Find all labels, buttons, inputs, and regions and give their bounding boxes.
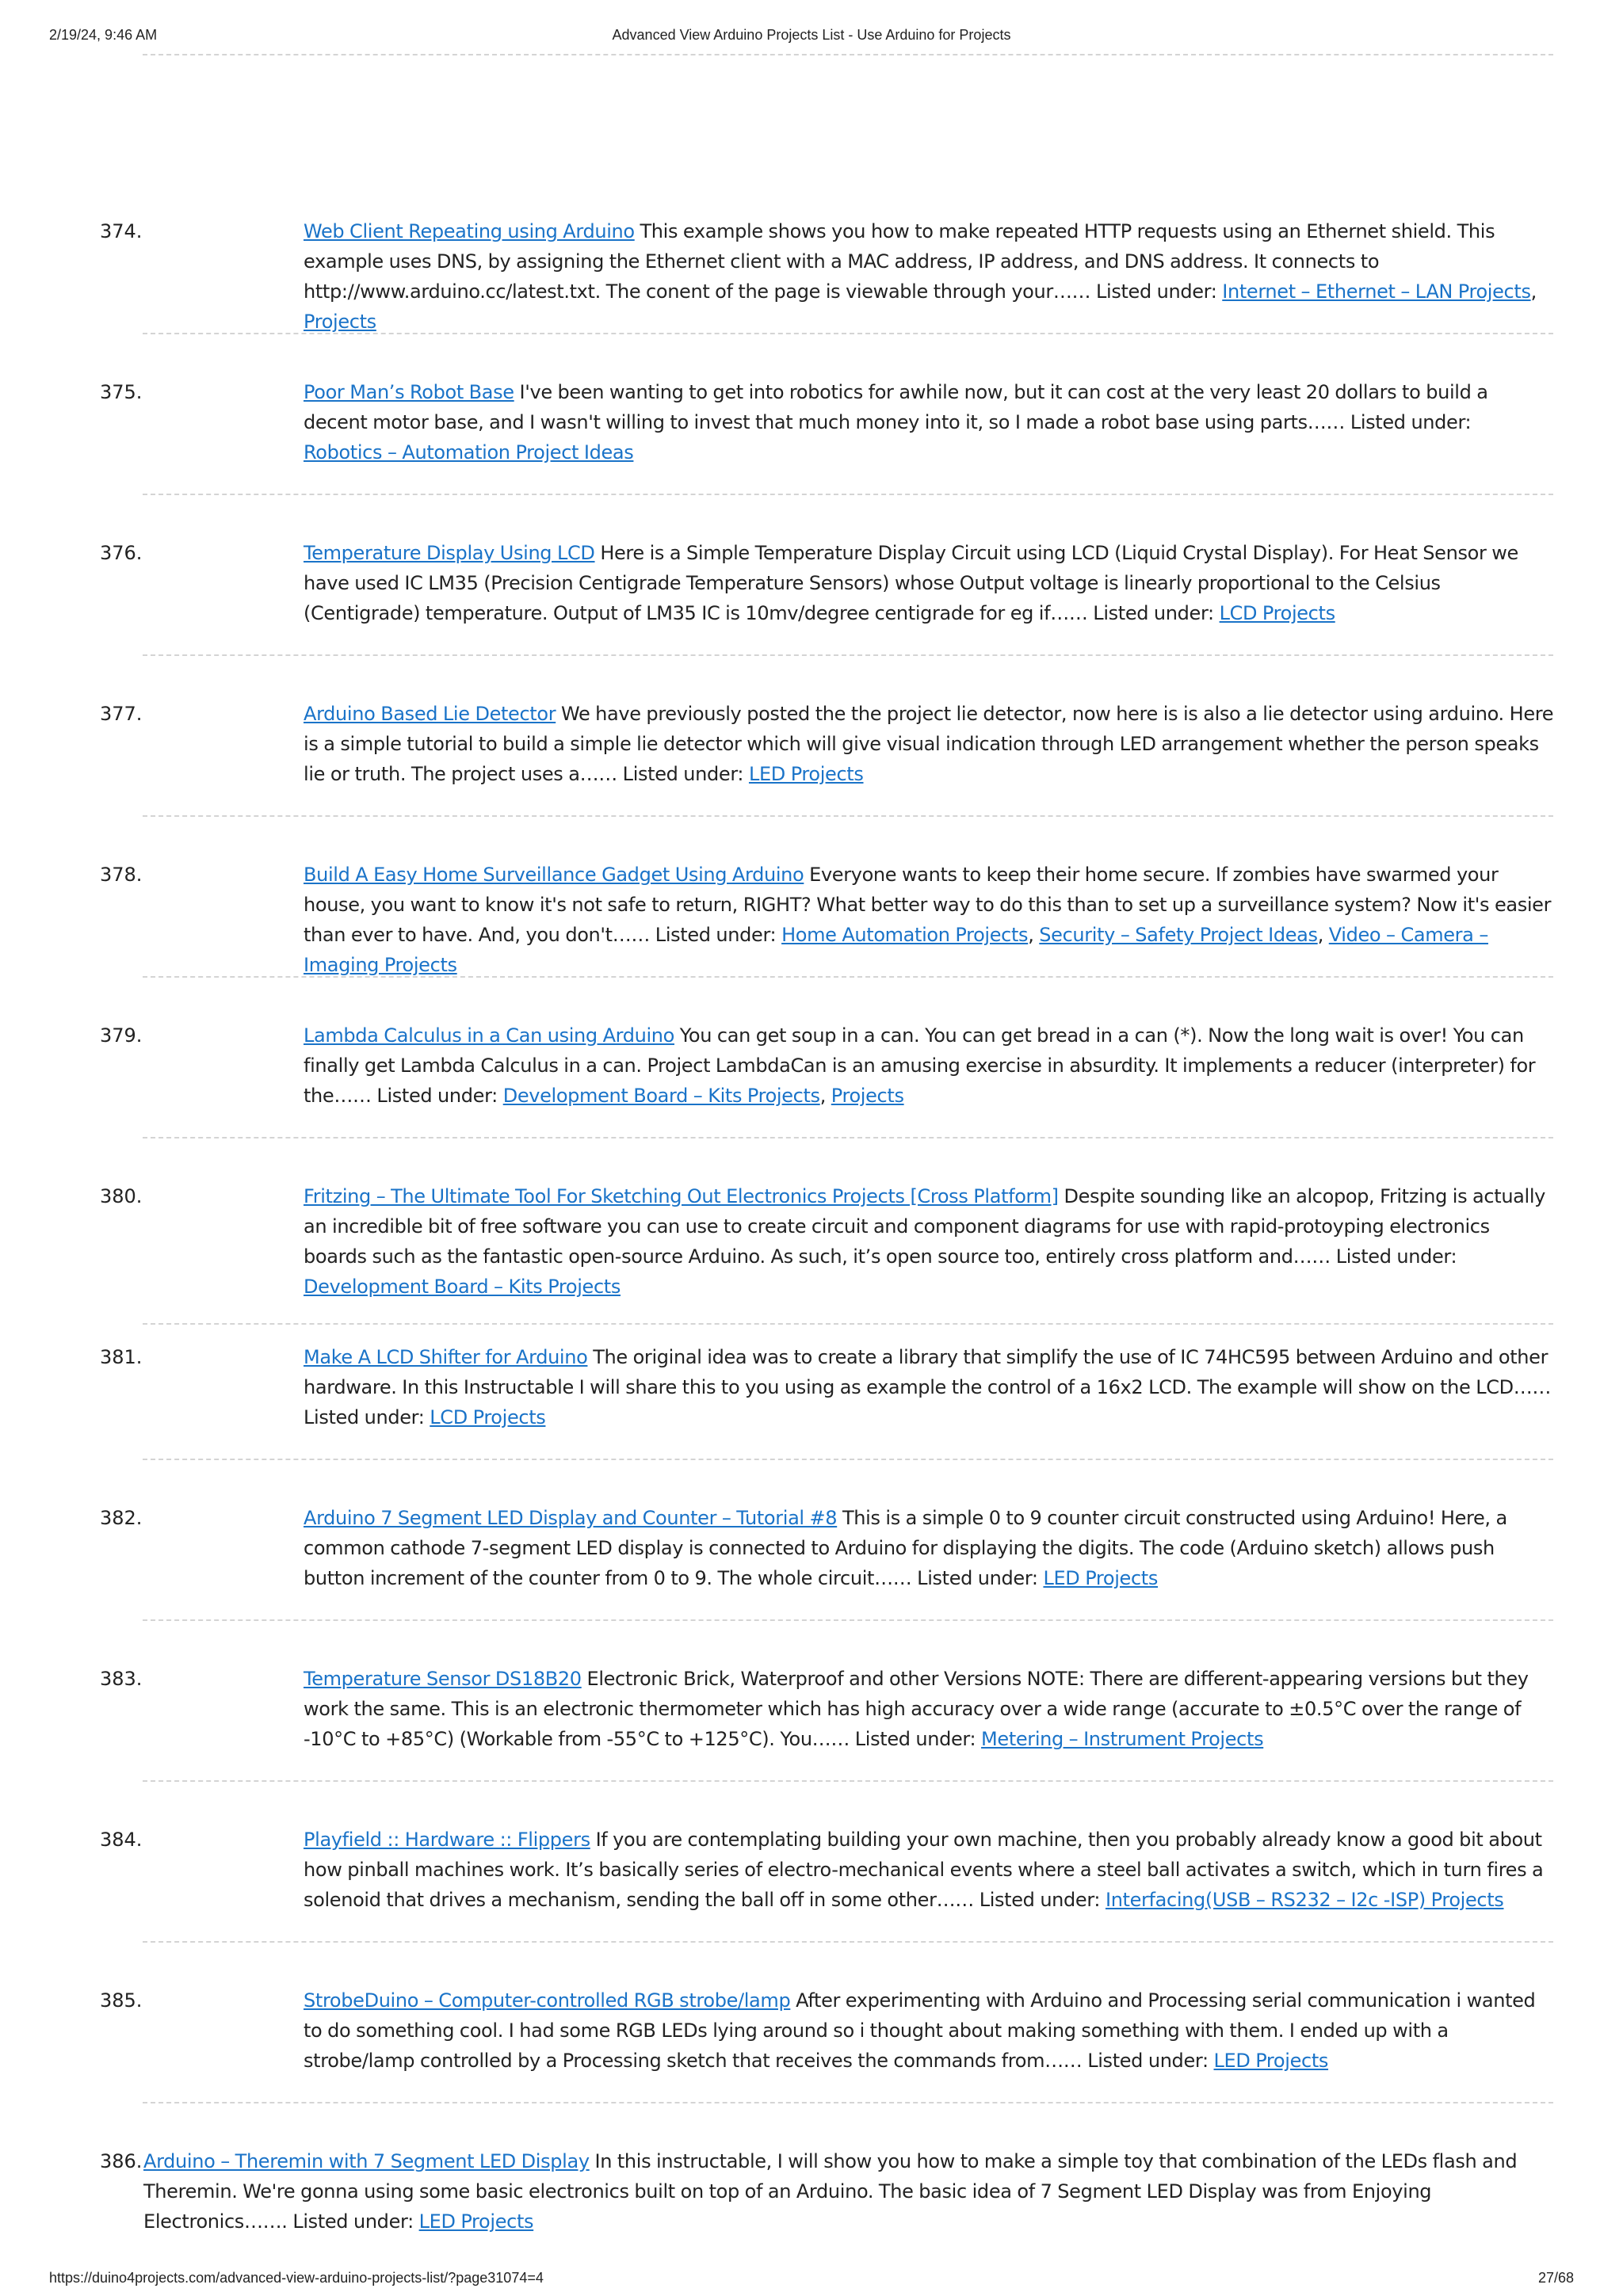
project-title-link[interactable]: Playfield :: Hardware :: Flippers — [304, 1829, 590, 1851]
divider — [143, 54, 1553, 55]
item-body — [304, 377, 1554, 467]
project-title-link[interactable]: Poor Man’s Robot Base — [304, 381, 514, 403]
listed-under-label: Listed under: — [304, 1406, 425, 1428]
divider — [143, 1619, 1553, 1621]
project-description: You can get soup in a can. You can get bread in a can (*). Now the long wait is over! You can finally get Lambda Calculus in a can. Project LambdaCan is an amusing exercise in absurdity. It implements a reducer (interpreter) for the…… — [304, 1024, 1536, 1107]
project-description: We have previously posted the the project lie detector, now here is is also a lie detector using arduino. Here is a simple tutorial to build a simple lie detector which will give visual indication through LED arrangement whether the person speaks lie or truth. The project uses a…… — [304, 703, 1554, 785]
divider — [143, 494, 1553, 495]
listed-under-label: Listed under: — [917, 1567, 1038, 1589]
project-title-link[interactable]: Fritzing – The Ultimate Tool For Sketching Out Electronics Projects [Cross Platform] — [304, 1185, 1059, 1207]
item-number: 383. — [100, 1668, 143, 1690]
listed-under-label: Listed under: — [1350, 411, 1472, 433]
category-link[interactable]: Development Board – Kits Projects — [304, 1276, 621, 1298]
item-body — [304, 699, 1554, 789]
category-link[interactable]: LED Projects — [748, 763, 864, 785]
item-number: 378. — [100, 864, 143, 886]
category-link[interactable]: Security – Safety Project Ideas — [1039, 924, 1318, 946]
project-title-link[interactable]: Web Client Repeating using Arduino — [304, 220, 635, 242]
category-link[interactable]: Projects — [304, 311, 376, 333]
item-number: 385. — [100, 1989, 143, 2012]
item-body — [304, 1181, 1554, 1302]
project-description: Despite sounding like an alcopop, Fritzing is actually an incredible bit of free software you can use to create circuit and component diagrams for use with rapid-protoyping electronics boards such as the fantastic open-source Arduino. As such, it’s open source too, entirely cross platform and…… — [304, 1185, 1546, 1268]
print-datetime: 2/19/24, 9:46 AM — [49, 27, 158, 43]
listed-under-label: Listed under: — [376, 1085, 498, 1107]
category-link[interactable]: LED Projects — [1213, 2050, 1329, 2072]
category-link[interactable]: Interfacing(USB – RS232 – I2c -ISP) Projects — [1105, 1889, 1504, 1911]
project-description: If you are contemplating building your own machine, then you probably already know a good bit about how pinball machines work. It’s basically series of electro-mechanical events where a steel ball activates a switch, which in turn fires a solenoid that drives a mechanism, sending the ball off in some other…… — [304, 1829, 1544, 1911]
listed-under-label: Listed under: — [1093, 602, 1214, 624]
item-body: Build A Easy Home Surveillance Gadget Using Arduino Everyone wants to keep their home secure. If zombies have swarmed your house, you want to know it's not safe to return, RIGHT? What better way to do this than to set up a surveillance system? Now it's easier than ever to have. And, you don't…… Listed under: Home Automation Projects, Security – Safety Project Ideas, Video – Camera – Imaging Projects — [304, 864, 1552, 976]
category-link[interactable]: Development Board – Kits Projects — [502, 1085, 820, 1107]
project-title-link[interactable]: Arduino Based Lie Detector — [304, 703, 556, 725]
category-link[interactable]: LCD Projects — [430, 1406, 546, 1428]
listed-under-label: Listed under: — [1087, 2050, 1209, 2072]
listed-under-label: Listed under: — [1335, 1245, 1457, 1268]
project-title-link[interactable]: Make A LCD Shifter for Arduino — [304, 1346, 588, 1368]
item-body — [304, 1985, 1554, 2076]
print-page-title: Advanced View Arduino Projects List - Use Arduino for Projects — [612, 27, 1011, 43]
project-description: Electronic Brick, Waterproof and other Versions NOTE: There are different-appearing versions but they work the same. This is an electronic thermometer which has high accuracy over a wide range (accurate to ±0.5°C over the range of -10°C to +85°C) (Workable from -55°C to +125°C). You…… — [304, 1668, 1529, 1750]
project-title-link[interactable]: Arduino 7 Segment LED Display and Counter – Tutorial #8 — [304, 1507, 838, 1529]
item-body: Lambda Calculus in a Can using Arduino You can get soup in a can. You can get bread in a can (*). Now the long wait is over! You can finally get Lambda Calculus in a can. Project LambdaCan is an amusing exercise in absurdity. It implements a reducer (interpreter) for the…… Listed under: Development Board – Kits Projects, Projects — [304, 1024, 1536, 1107]
project-title-link[interactable]: Temperature Display Using LCD — [304, 542, 595, 564]
project-description: The original idea was to create a library that simplify the use of IC 74HC595 between Arduino and other hardware. In this Instructable I will share this to you using as example the control of a 16x2 LCD. The example will show on the LCD…… — [304, 1346, 1552, 1398]
project-title-link[interactable]: Temperature Sensor DS18B20 — [304, 1668, 582, 1690]
item-body — [143, 2146, 1556, 2237]
item-number: 384. — [100, 1829, 143, 1851]
listed-under-label: Listed under: — [292, 2210, 414, 2233]
listed-under-label: Listed under: — [854, 1728, 976, 1750]
item-number: 381. — [100, 1346, 143, 1368]
print-footer — [49, 2270, 1574, 2289]
item-body — [304, 1503, 1554, 1593]
project-description: In this instructable, I will show you how to make a simple toy that combination of the LEDs flash and Theremin. We're gonna using some basic electronics built on top of an Arduino. The basic idea of 7 Segment LED Display was from Enjoying Electronics……. — [143, 2150, 1518, 2233]
category-link[interactable]: LED Projects — [418, 2210, 534, 2233]
item-number: 375. — [100, 381, 143, 403]
project-title-link[interactable]: StrobeDuino – Computer-controlled RGB strobe/lamp — [304, 1989, 791, 2012]
project-title-link[interactable]: Build A Easy Home Surveillance Gadget Using Arduino — [304, 864, 804, 886]
project-description: Here is a Simple Temperature Display Circuit using LCD (Liquid Crystal Display). For Heat Sensor we have used IC LM35 (Precision Centigrade Temperature Sensors) whose Output voltage is linearly proportional to the Celsius (Centigrade) temperature. Output of LM35 IC is 10mv/degree centigrade for eg if…… — [304, 542, 1518, 624]
project-description: After experimenting with Arduino and Processing serial communication i wanted to do something cool. I had some RGB LEDs lying around so i thought about making something with them. I ended up with a strobe/lamp controlled by a Processing sketch that receives the commands from…… — [304, 1989, 1536, 2072]
listed-under-label: Listed under: — [1095, 280, 1217, 303]
listed-under-label: Listed under: — [622, 763, 744, 785]
listed-under-label: Listed under: — [655, 924, 777, 946]
divider — [143, 976, 1553, 978]
project-description: Everyone wants to keep their home secure. If zombies have swarmed your house, you want to know it's not safe to return, RIGHT? What better way to do this than to set up a surveillance system? Now it's easier than ever to have. And, you don't…… — [304, 864, 1552, 946]
item-body — [304, 1664, 1554, 1754]
print-url: https://duino4projects.com/advanced-view-arduino-projects-list/?page31074=4 — [49, 2270, 544, 2286]
divider — [143, 1323, 1553, 1325]
item-number: 380. — [100, 1185, 143, 1207]
category-link[interactable]: LED Projects — [1043, 1567, 1159, 1589]
project-description: This is a simple 0 to 9 counter circuit constructed using Arduino! Here, a common cathode 7-segment LED display is connected to Arduino for displaying the digits. The code (Arduino sketch) allows push button increment of the counter from 0 to 9. The whole circuit…… — [304, 1507, 1507, 1589]
project-description: This example shows you how to make repeated HTTP requests using an Ethernet shield. This example uses DNS, by assigning the Ethernet client with a MAC address, IP address, and DNS address. It connects to http://www.arduino.cc/latest.txt. The conent of the page is viewable through your…… — [304, 220, 1495, 303]
project-title-link[interactable]: Lambda Calculus in a Can using Arduino — [304, 1024, 674, 1047]
category-link[interactable]: LCD Projects — [1219, 602, 1335, 624]
item-body: Web Client Repeating using Arduino This example shows you how to make repeated HTTP requests using an Ethernet shield. This example uses DNS, by assigning the Ethernet client with a MAC address, IP address, and DNS address. It connects to http://www.arduino.cc/latest.txt. The conent of the page is viewable through your…… Listed under: Internet – Ethernet – LAN Projects, Projects — [304, 220, 1537, 333]
divider — [143, 333, 1553, 334]
item-number: 382. — [100, 1507, 143, 1529]
category-link[interactable]: Video – Camera – Imaging Projects — [304, 924, 1488, 976]
item-number: 377. — [100, 703, 143, 725]
category-link[interactable]: Robotics – Automation Project Ideas — [304, 441, 634, 463]
project-title-link[interactable]: Arduino – Theremin with 7 Segment LED Display — [143, 2150, 590, 2172]
divider — [143, 654, 1553, 656]
item-body — [304, 538, 1554, 628]
item-number: 379. — [100, 1024, 143, 1047]
category-link[interactable]: Internet – Ethernet – LAN Projects — [1222, 280, 1531, 303]
divider — [143, 1941, 1553, 1943]
item-number: 386. — [100, 2150, 143, 2172]
category-link[interactable]: Projects — [831, 1085, 904, 1107]
divider — [143, 2102, 1553, 2103]
print-header — [49, 27, 1574, 46]
category-link[interactable]: Home Automation Projects — [781, 924, 1029, 946]
divider — [143, 1137, 1553, 1138]
listed-under-label: Listed under: — [979, 1889, 1101, 1911]
item-body — [304, 1342, 1554, 1432]
item-body — [304, 1825, 1554, 1915]
project-description: I've been wanting to get into robotics for awhile now, but it can cost at the very least 20 dollars to build a decent motor base, and I wasn't willing to invest that much money into it, so I made a robot base using parts…… — [304, 381, 1488, 433]
divider — [143, 815, 1553, 817]
print-page-number: 27/68 — [1537, 2270, 1574, 2286]
item-number: 374. — [100, 220, 143, 242]
divider — [143, 1459, 1553, 1460]
item-number: 376. — [100, 542, 143, 564]
category-link[interactable]: Metering – Instrument Projects — [981, 1728, 1264, 1750]
divider — [143, 1780, 1553, 1782]
